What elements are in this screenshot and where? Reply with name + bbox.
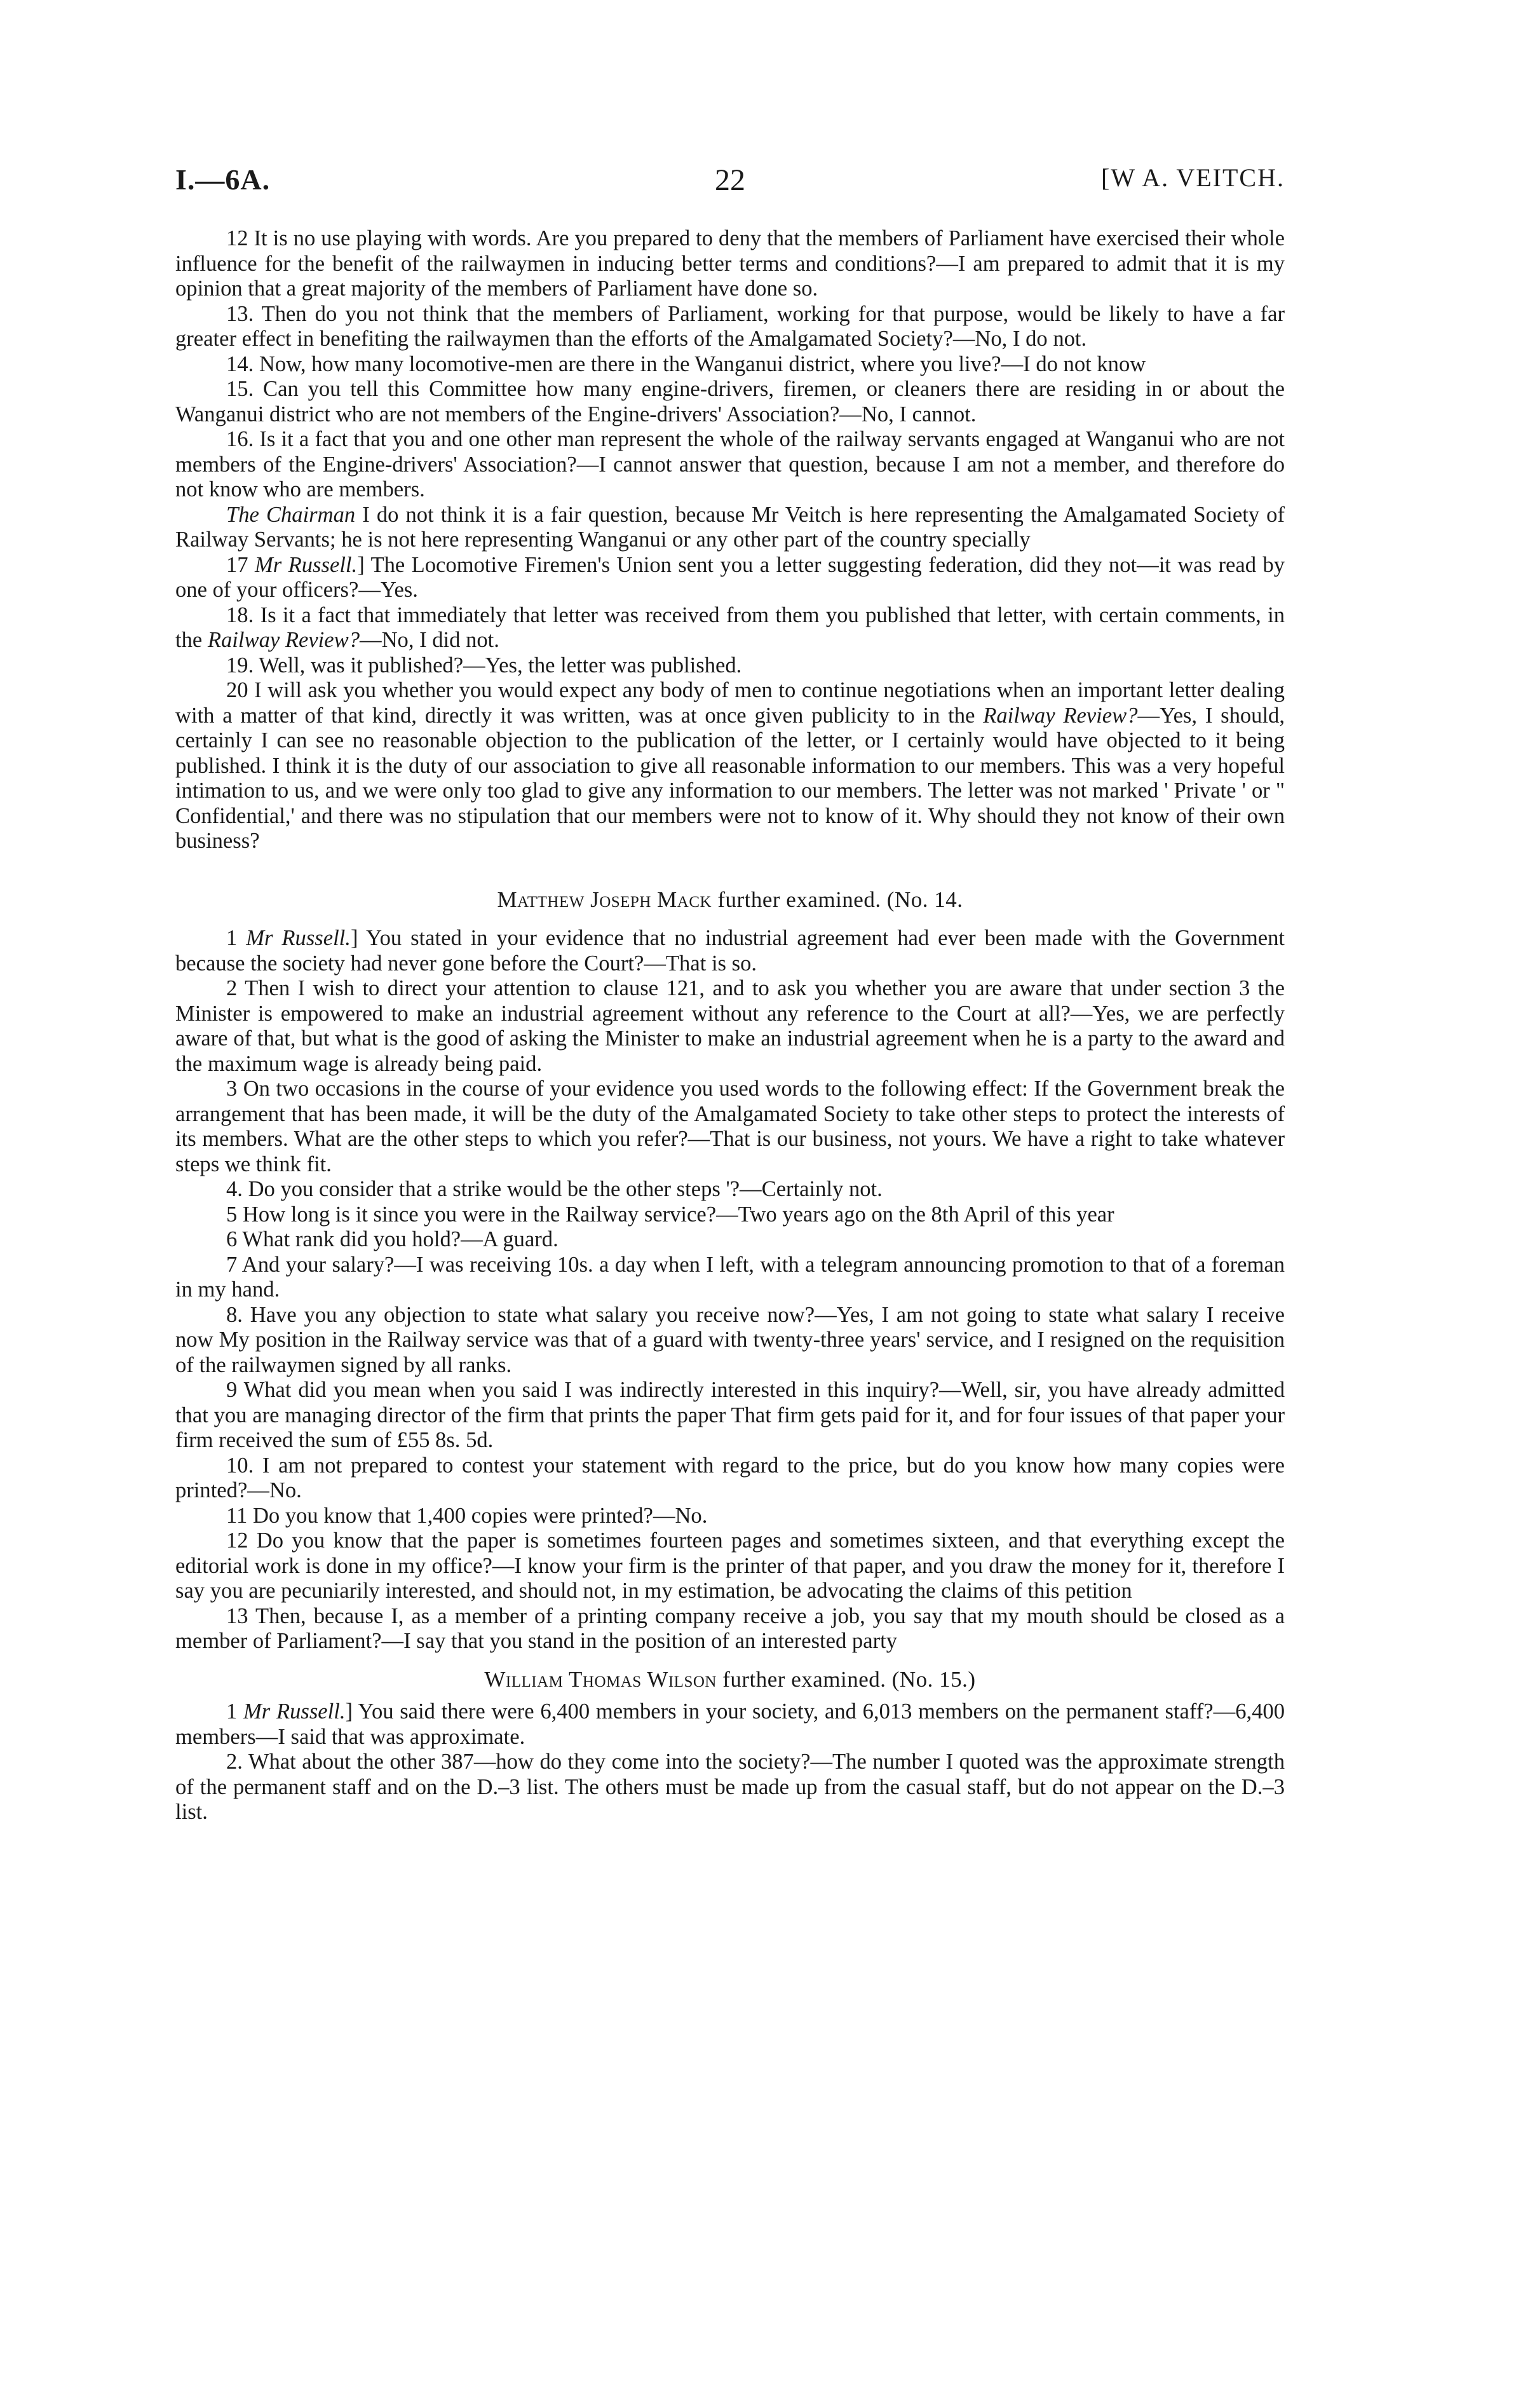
page-number: 22	[715, 163, 745, 197]
paragraph	[175, 1699, 1285, 1750]
paragraph: 16. Is it a fact that you and one other man represent the whole of the railway servants engaged at Wanganui who are not members of the Engine-drivers' Association?—I cannot answer that question, because I am not a member, and therefore do not know who are members.	[175, 427, 1285, 501]
paragraph: 2. What about the other 387—how do they come into the society?—The number I quoted was the approximate strength of the permanent staff and on the D.–3 list. The others must be made up from the casual staff, but do not appear on the D.–3 list.	[175, 1750, 1285, 1824]
paragraph-text: ] You stated in your evidence that no industrial agreement had ever been made with the Government because the society had never gone before the Court?—That is so.	[175, 926, 1285, 976]
paragraph	[175, 678, 1285, 854]
speaker-name: Mr Russell.	[254, 552, 358, 577]
paragraph-text: I do not think it is a fair question, because Mr Veitch is here representing the Amalgamated Society of Railway Servants; he is not here representing Wanganui or any other part of the country specially	[175, 502, 1285, 552]
paragraph-text: —Yes, I should, certainly I can see no reasonable objection to the publication of the letter, or I certainly would have objected to it being published. I think it is the duty of our association to give all reasonable information to our members. This was a very hopeful intimation to us, and we were only too glad to give any information to our members. The letter was not marked ' Private ' or " Confidential,' and there was no stipulation that our members were not to know of it. Why should they not know of their own business?	[175, 703, 1285, 853]
paragraph	[175, 503, 1285, 553]
speaker-name: The Chairman	[226, 502, 356, 527]
paragraph	[175, 926, 1285, 976]
witness-heading	[175, 1667, 1285, 1692]
witness-name: Matthew Joseph Mack	[497, 887, 712, 912]
wilson-examination	[175, 1699, 1285, 1825]
paragraph-text: 1	[226, 926, 247, 950]
paragraph: 11 Do you know that 1,400 copies were printed?—No.	[226, 1503, 708, 1528]
paragraph: 2 Then I wish to direct your attention to clause 121, and to ask you whether you are aware that under section 3 the Minister is empowered to make an industrial agreement without any reference to the Court at all?—Yes, we are perfectly aware of that, but what is the good of asking the Minister to make an industrial agreement when he is a party to the award and the maximum wage is already being paid.	[175, 976, 1285, 1076]
speaker-name: Mr Russell.	[243, 1699, 346, 1724]
paper-reference: I.—6A.	[175, 163, 271, 196]
witness-name: William Thomas Wilson	[484, 1666, 717, 1692]
paragraph	[175, 603, 1285, 653]
paragraph-text: 1	[226, 1699, 243, 1724]
paragraph: 13. Then do you not think that the members of Parliament, working for that purpose, would be likely to have a far greater effect in benefiting the railwaymen than the efforts of the Amalgamated Society?—No, I do not.	[175, 301, 1285, 351]
paragraph: 9 What did you mean when you said I was indirectly interested in this inquiry?—Well, sir, you have already admitted that you are managing director of the firm that prints the paper That firm gets paid for it, and for four issues of that paper your firm received the sum of £55 8s. 5d.	[175, 1378, 1285, 1452]
publication-title: Railway Review?	[207, 628, 360, 652]
page-header	[175, 163, 1285, 203]
page-body	[175, 226, 1285, 1825]
paragraph-text: —No, I did not.	[359, 628, 499, 652]
paragraph-text: 18. Is it a fact that immediately that letter was received from them you published that letter, with certain comments, in the	[175, 602, 1285, 652]
paragraph: 13 Then, because I, as a member of a printing company receive a job, you say that my mouth should be closed as a member of Parliament?—I say that you stand in the position of an interested party	[175, 1603, 1285, 1653]
heading-text: further examined. (No. 15.)	[716, 1666, 976, 1692]
paragraph-text: 20 I will ask you whether you would expect any body of men to continue negotiations when an important letter dealing with a matter of that kind, directly it was written, was at once given publicity to in the	[175, 678, 1285, 728]
witness-heading	[175, 887, 1285, 913]
paragraph-text: ] The Locomotive Firemen's Union sent you a letter suggesting federation, did they not—it was read by one of your officers?—Yes.	[175, 552, 1285, 602]
paragraph: 3 On two occasions in the course of your evidence you used words to the following effect: If the Government break the arrangement that has been made, it will be the duty of the Amalgamated Society to take other steps to protect the interests of its members. What are the other steps to which you refer?—That is our business, not yours. We have a right to take whatever steps we think fit.	[175, 1077, 1285, 1176]
paragraph: 10. I am not prepared to contest your statement with regard to the price, but do you know how many copies were printed?—No.	[175, 1453, 1285, 1502]
paragraph: 15. Can you tell this Committee how many engine-drivers, firemen, or cleaners there are residing in or about the Wanganui district who are not members of the Engine-drivers' Association?—No, I cannot.	[175, 377, 1285, 426]
paragraph-text: 17	[226, 552, 255, 577]
heading-text: further examined. (No. 14.	[712, 887, 963, 912]
paragraph: 14. Now, how many locomotive-men are there in the Wanganui district, where you live?—I do not know	[226, 351, 1146, 376]
paragraph: 7 And your salary?—I was receiving 10s. a day when I left, with a telegram announcing promotion to that of a foreman in my hand.	[175, 1252, 1285, 1302]
witness-running-head: [W A. VEITCH.	[1101, 163, 1285, 192]
paragraph: 12 It is no use playing with words. Are you prepared to deny that the members of Parliament have exercised their whole influence for the benefit of the railwaymen in inducing better terms and conditions?—I am prepared to admit that it is my opinion that a great majority of the members of Parliament have done so.	[175, 226, 1285, 301]
speaker-name: Mr Russell.	[246, 926, 351, 950]
veitch-examination	[175, 226, 1285, 854]
paragraph: 5 How long is it since you were in the Railway service?—Two years ago on the 8th April of this year	[226, 1202, 1114, 1227]
paragraph: 4. Do you consider that a strike would be the other steps '?—Certainly not.	[226, 1177, 883, 1201]
paragraph: 12 Do you know that the paper is sometimes fourteen pages and sometimes sixteen, and that everything except the editorial work is done in my office?—I know your firm is the printer of that paper, and you draw the money for it, therefore I say you are pecuniarily interested, and should not, in my estimation, be advocating the claims of this petition	[175, 1528, 1285, 1603]
paragraph-text: ] You said there were 6,400 members in your society, and 6,013 members on the permanent staff?—6,400 members—I said that was approximate.	[175, 1699, 1285, 1749]
paragraph: 6 What rank did you hold?—A guard.	[226, 1227, 558, 1251]
paragraph: 8. Have you any objection to state what salary you receive now?—Yes, I am not going to state what salary I receive now My position in the Railway service was that of a guard with twenty-three years' service, and I resigned on the requisition of the railwaymen signed by all ranks.	[175, 1302, 1285, 1377]
publication-title: Railway Review?	[983, 703, 1138, 728]
paragraph	[175, 553, 1285, 603]
paragraph: 19. Well, was it published?—Yes, the letter was published.	[226, 653, 742, 677]
mack-examination	[175, 926, 1285, 1654]
